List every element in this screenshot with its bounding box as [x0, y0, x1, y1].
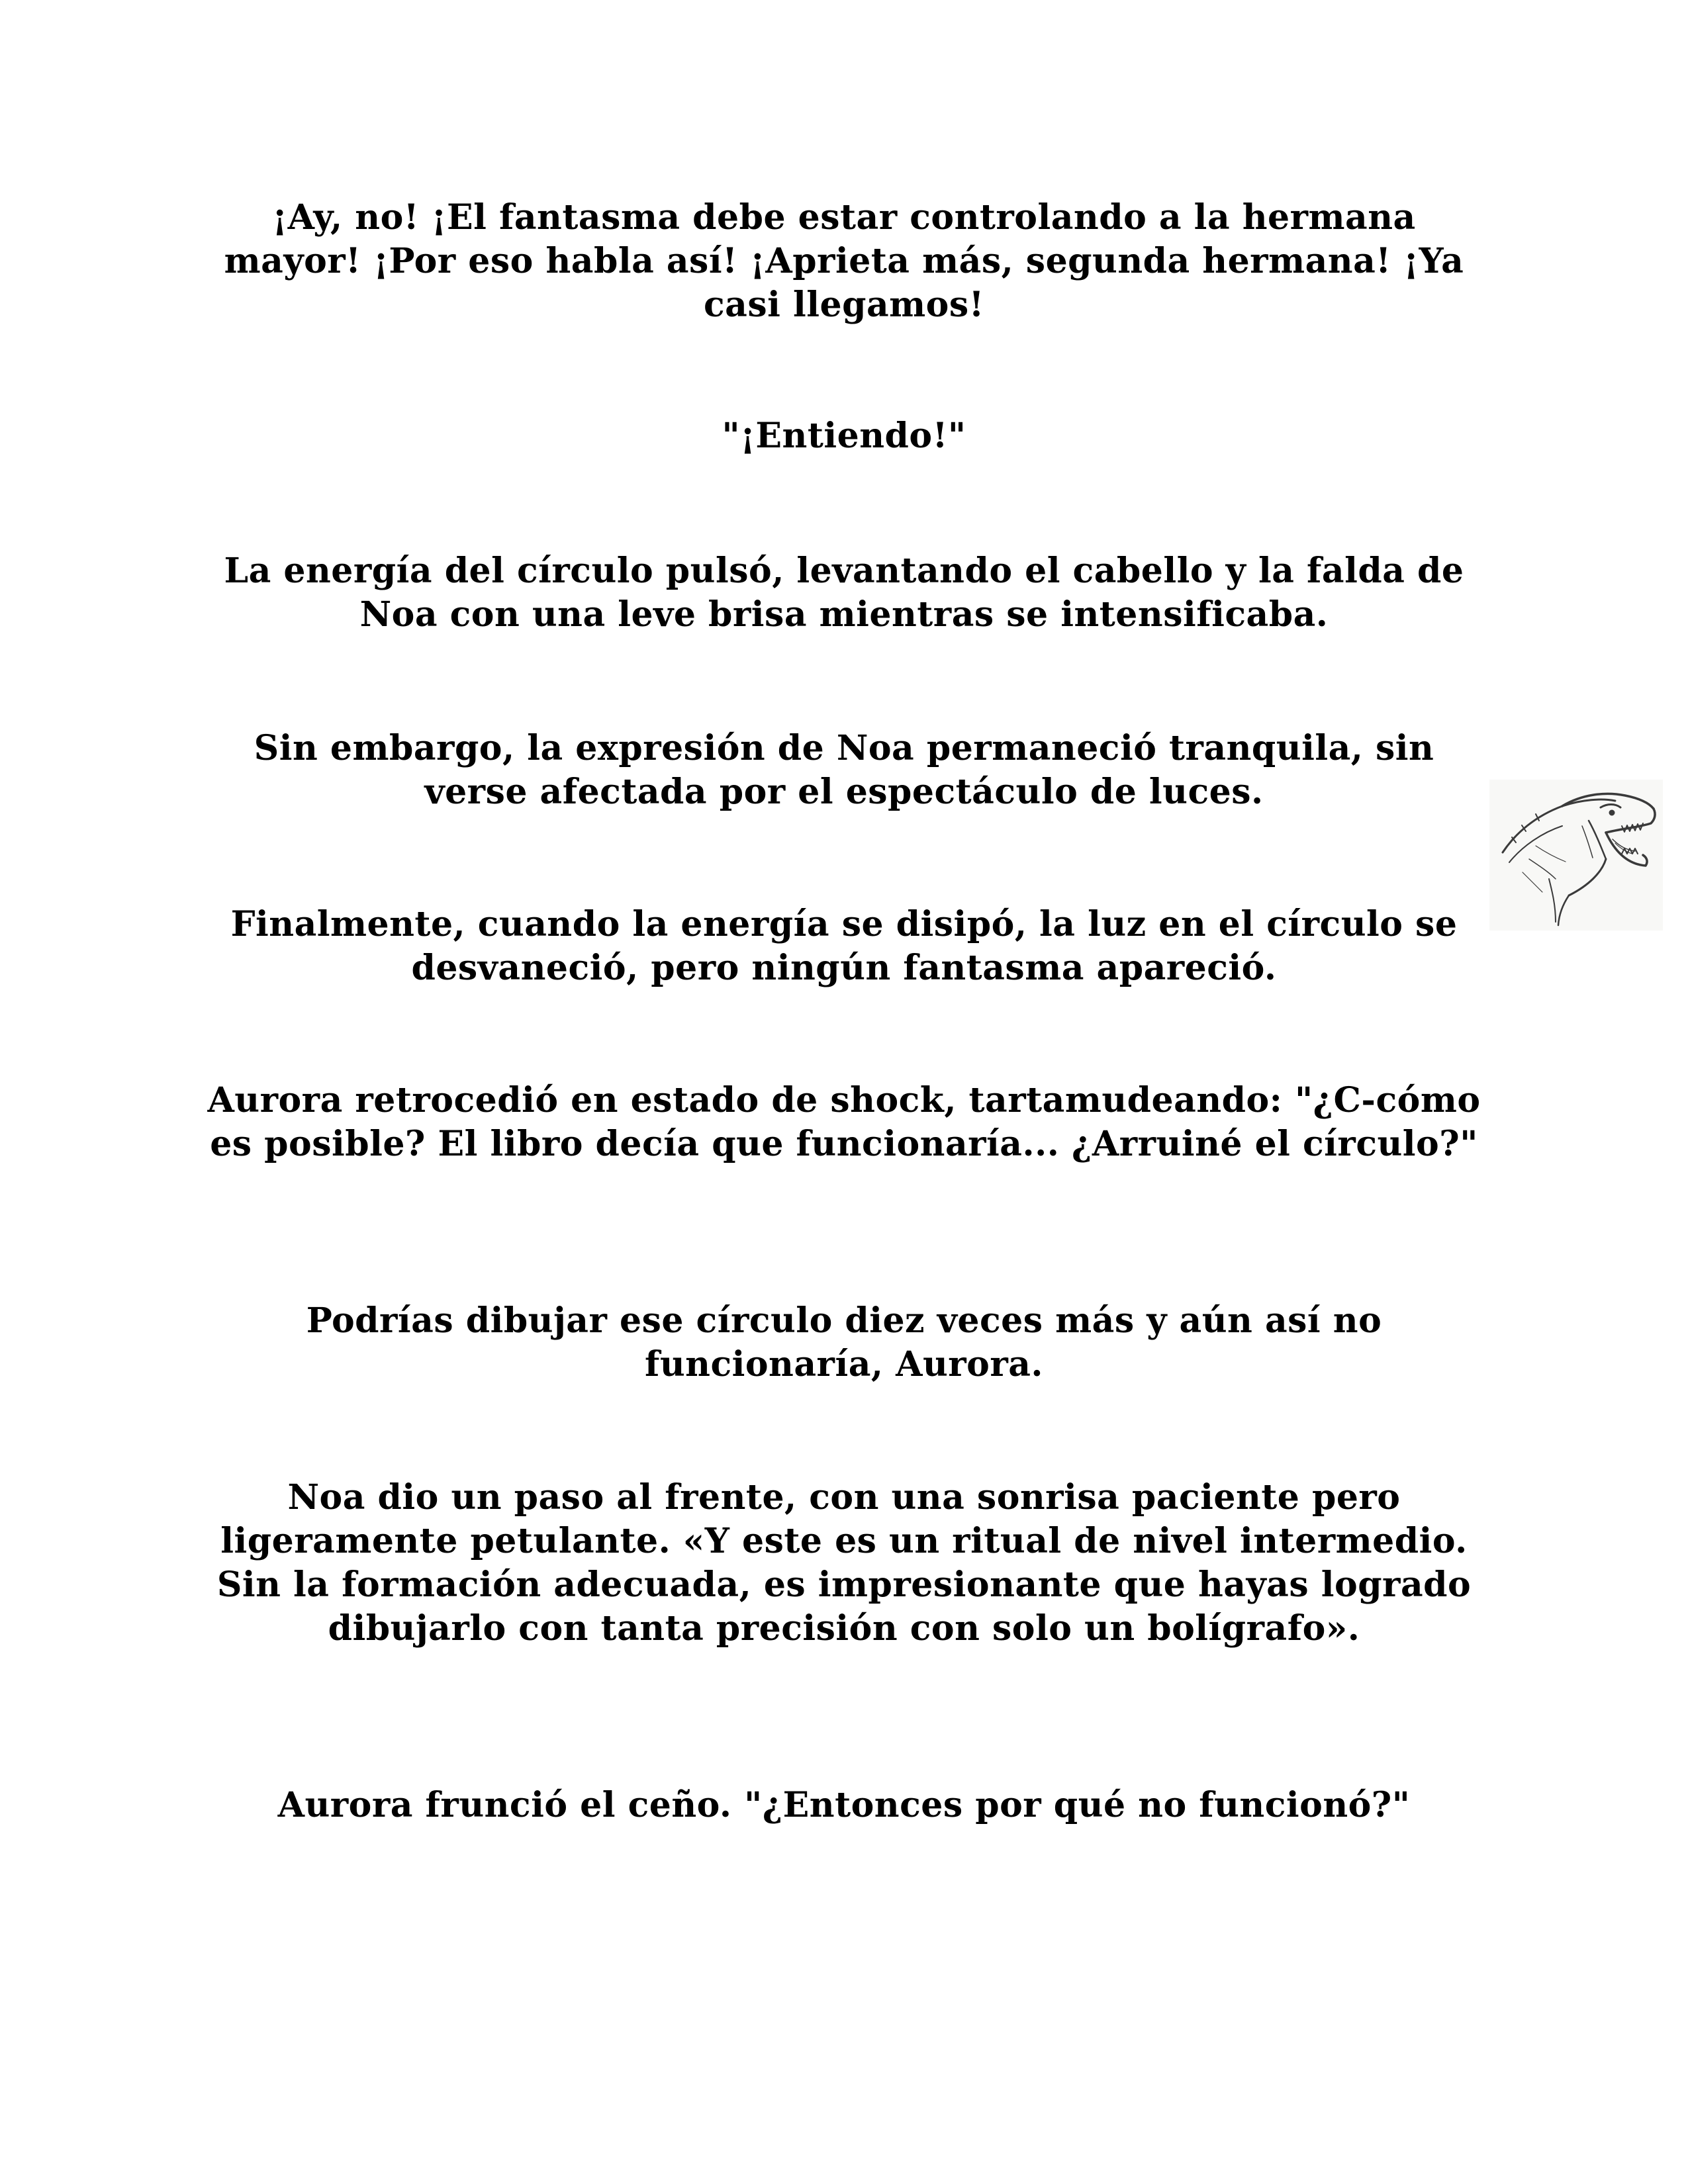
paragraph-aurora-shock: Aurora retrocedió en estado de shock, tartamudeando: "¿C-cómo es posible? El libro decía que funcionaría... ¿Arruiné el círculo?" [207, 1080, 1481, 1164]
paragraph-entiendo: "¡Entiendo!" [722, 416, 966, 456]
paragraph-ghost-controlling: ¡Ay, no! ¡El fantasma debe estar controlando a la hermana mayor! ¡Por eso habla así! ¡Aprieta más, segunda hermana! ¡Ya casi llegamos! [224, 197, 1464, 325]
paragraph-aurora-frowned: Aurora frunció el ceño. "¿Entonces por qué no funcionó?" [277, 1785, 1411, 1825]
dinosaur-sketch-icon [1489, 780, 1663, 931]
paragraph-noa-calm: Sin embargo, la expresión de Noa permaneció tranquila, sin verse afectada por el espectáculo de luces. [254, 728, 1434, 812]
paragraph-circle-energy: La energía del círculo pulsó, levantando el cabello y la falda de Noa con una leve brisa mientras se intensificaba. [224, 551, 1464, 635]
paragraph-noa-steps-forward: Noa dio un paso al frente, con una sonrisa paciente pero ligeramente petulante. «Y este es un ritual de nivel intermedio. Sin la formación adecuada, es impresionante que hayas logrado dibujarlo con tanta precisión con solo un bolígrafo». [216, 1477, 1472, 1649]
paragraph-draw-ten-times: Podrías dibujar ese círculo diez veces más y aún así no funcionaría, Aurora. [306, 1300, 1382, 1385]
paragraph-energy-dissipated: Finalmente, cuando la energía se disipó, la luz en el círculo se desvaneció, pero ningún fantasma apareció. [230, 904, 1458, 988]
